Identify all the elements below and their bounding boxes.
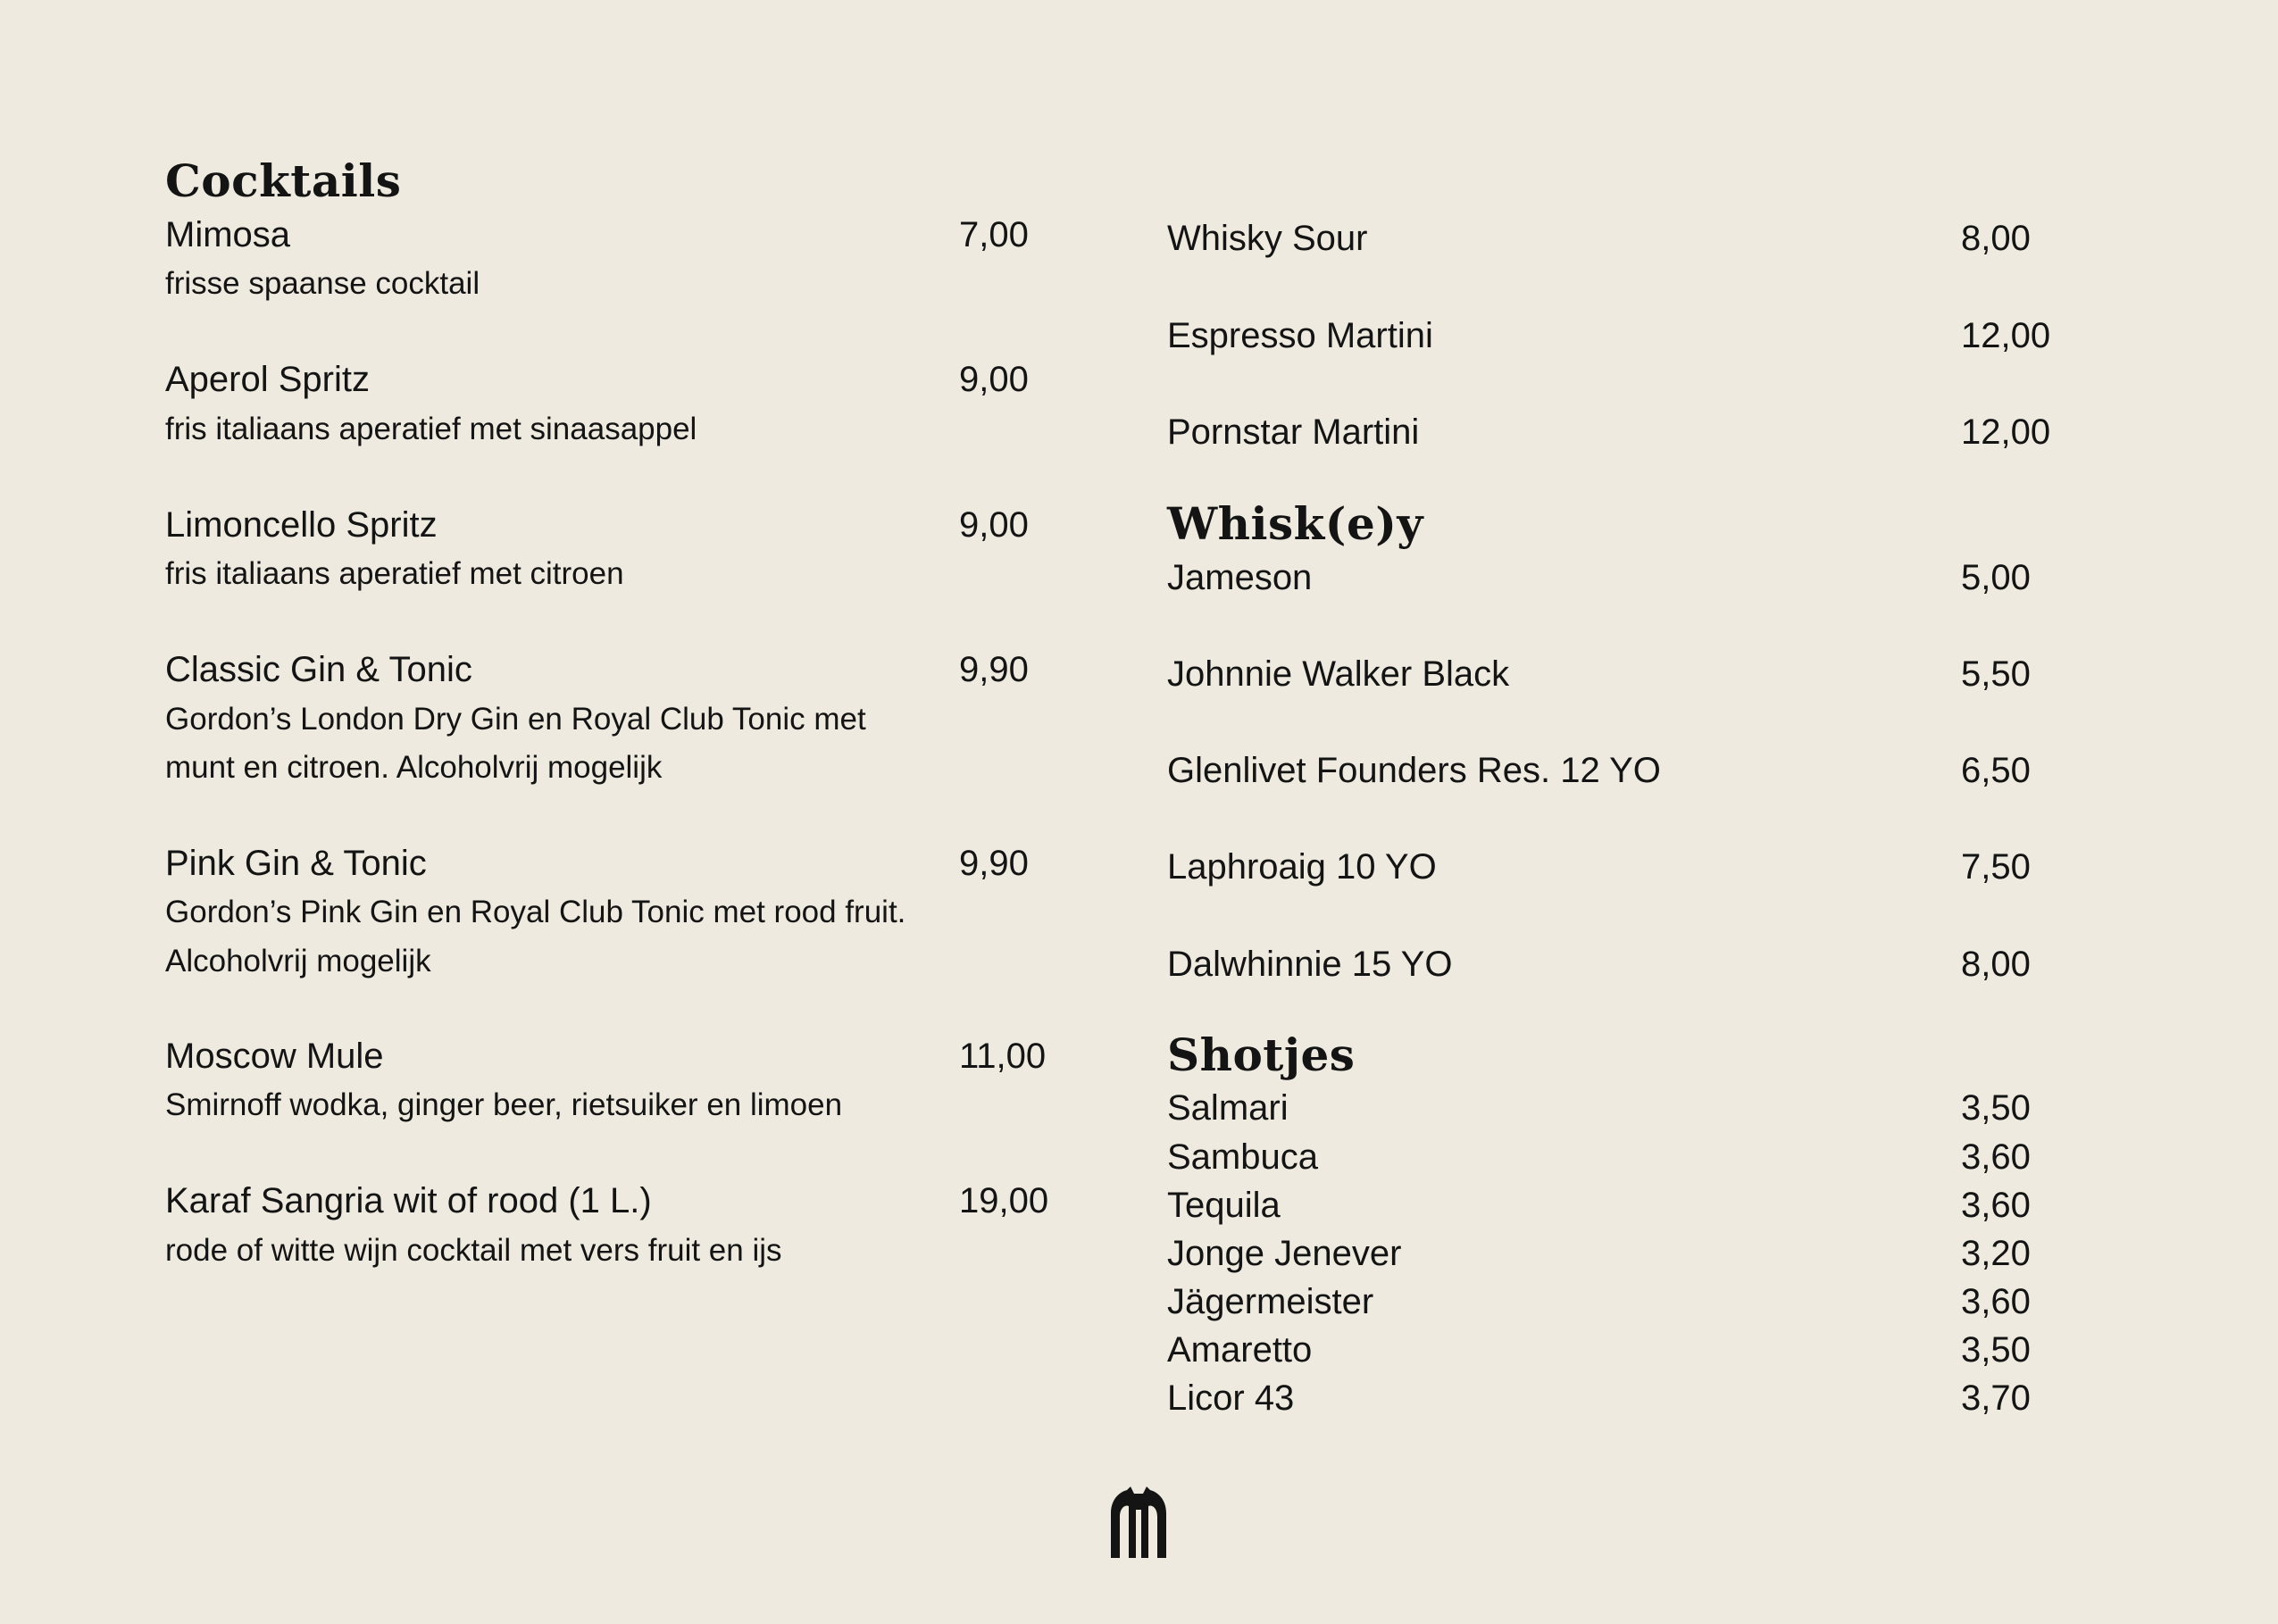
item-price-jameson: 5,00 [1961,558,2031,597]
item-desc-aperol-spritz: fris italiaans aperatief met sinaasappel [165,412,697,446]
item-name-laphroaig: Laphroaig 10 YO [1167,847,1437,887]
item-price-johnnie-walker-black: 5,50 [1961,654,2031,694]
item-name-salmari: Salmari [1167,1088,1289,1128]
item-price-mimosa: 7,00 [959,215,1029,254]
item-price-amaretto: 3,50 [1961,1330,2031,1370]
item-name-jameson: Jameson [1167,558,1313,597]
item-price-salmari: 3,50 [1961,1088,2031,1128]
item-price-espresso-martini: 12,00 [1961,316,2051,355]
item-price-glenlivet: 6,50 [1961,751,2031,790]
item-desc-karaf-sangria: rode of witte wijn cocktail met vers fruit en ijs [165,1233,782,1268]
item-name-aperol-spritz: Aperol Spritz [165,360,370,399]
owl-logo-icon [1107,1487,1170,1558]
section-title-whiskey: Whisk(e)y [1167,497,1423,550]
item-name-mimosa: Mimosa [165,215,291,254]
item-name-licor-43: Licor 43 [1167,1378,1295,1418]
item-desc-moscow-mule: Smirnoff wodka, ginger beer, rietsuiker en limoen [165,1087,843,1122]
item-desc-classic-gin-tonic-line2: munt en citroen. Alcoholvrij mogelijk [165,750,663,785]
item-price-classic-gin-tonic: 9,90 [959,650,1029,689]
item-price-pornstar-martini: 12,00 [1961,412,2051,452]
item-name-sambuca: Sambuca [1167,1137,1318,1177]
item-desc-mimosa: frisse spaanse cocktail [165,266,480,301]
item-name-jagermeister: Jägermeister [1167,1282,1374,1321]
item-price-whisky-sour: 8,00 [1961,219,2031,258]
item-price-jonge-jenever: 3,20 [1961,1234,2031,1273]
item-name-espresso-martini: Espresso Martini [1167,316,1433,355]
item-price-aperol-spritz: 9,00 [959,360,1029,399]
item-price-licor-43: 3,70 [1961,1378,2031,1418]
item-price-moscow-mule: 11,00 [959,1037,1047,1076]
item-name-pink-gin-tonic: Pink Gin & Tonic [165,844,427,883]
item-name-johnnie-walker-black: Johnnie Walker Black [1167,654,1510,694]
item-name-glenlivet: Glenlivet Founders Res. 12 YO [1167,751,1661,790]
item-name-moscow-mule: Moscow Mule [165,1037,384,1076]
item-desc-classic-gin-tonic-line1: Gordon’s London Dry Gin en Royal Club Tonic met [165,702,866,737]
item-name-classic-gin-tonic: Classic Gin & Tonic [165,650,472,689]
section-title-cocktails: Cocktails [165,154,402,207]
item-price-limoncello-spritz: 9,00 [959,505,1029,545]
section-title-shots: Shotjes [1167,1029,1356,1081]
item-price-pink-gin-tonic: 9,90 [959,844,1029,883]
item-desc-pink-gin-tonic-line2: Alcoholvrij mogelijk [165,944,431,979]
item-price-tequila: 3,60 [1961,1186,2031,1225]
item-desc-limoncello-spritz: fris italiaans aperatief met citroen [165,556,624,591]
item-name-karaf-sangria: Karaf Sangria wit of rood (1 L.) [165,1181,652,1220]
item-price-dalwhinnie: 8,00 [1961,945,2031,984]
item-price-jagermeister: 3,60 [1961,1282,2031,1321]
item-price-laphroaig: 7,50 [1961,847,2031,887]
item-price-karaf-sangria: 19,00 [959,1181,1049,1220]
item-name-tequila: Tequila [1167,1186,1281,1225]
item-name-jonge-jenever: Jonge Jenever [1167,1234,1402,1273]
item-name-limoncello-spritz: Limoncello Spritz [165,505,438,545]
item-name-amaretto: Amaretto [1167,1330,1313,1370]
item-desc-pink-gin-tonic-line1: Gordon’s Pink Gin en Royal Club Tonic met rood fruit. [165,895,906,929]
item-name-dalwhinnie: Dalwhinnie 15 YO [1167,945,1453,984]
item-price-sambuca: 3,60 [1961,1137,2031,1177]
item-name-pornstar-martini: Pornstar Martini [1167,412,1420,452]
item-name-whisky-sour: Whisky Sour [1167,219,1368,258]
